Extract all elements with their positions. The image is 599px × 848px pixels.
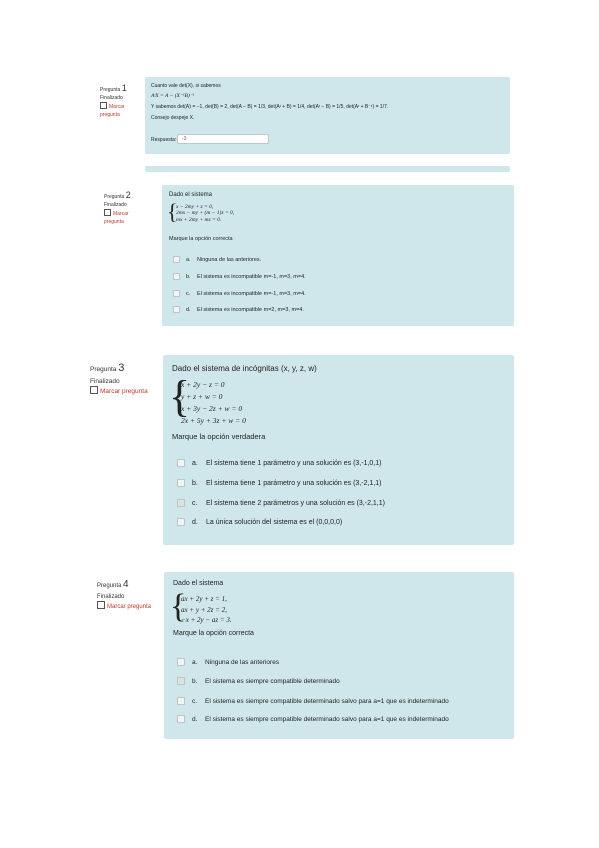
brace: { <box>167 199 178 224</box>
question-intro: Cuanto vale det(X), si sabemos <box>151 83 221 89</box>
equation-system <box>176 204 234 223</box>
question-number: Pregunta 2 <box>104 190 131 200</box>
question-prompt: Marque la opción correcta <box>173 630 254 637</box>
answer-input[interactable]: -3 <box>177 134 269 144</box>
question-number: Pregunta 3 <box>90 362 125 374</box>
question-intro: Dado el sistema <box>173 580 224 587</box>
radio-button[interactable] <box>177 479 185 487</box>
flag-question-link[interactable]: Marcar pregunta <box>104 211 129 225</box>
given-values: Y sabemos det(A) = −1, det(B) = 2, det(A − B) = 1/3, det(Aᵗ + B) = 1/4, det(Aᵗ − B) = 1/5, det(Aᵗ + B⁻¹) = 1/7. <box>151 104 389 110</box>
question-status: Finalizado <box>97 593 125 600</box>
option-text: El sistema es siempre compatible determinado salvo para a=1 que es indeterminado <box>205 697 449 705</box>
flag-question-link[interactable]: Marcar pregunta <box>97 601 157 612</box>
option-b[interactable] <box>177 479 381 487</box>
equation-line: 2mx − my + (m − 1)z = 0, <box>176 210 235 217</box>
question-status: Finalizado <box>90 377 120 385</box>
question-number: Pregunta 1 <box>100 83 127 93</box>
equation-line: x + 3y − 2z + w = 0 <box>181 404 243 413</box>
equation-line: −x + 2y − az = 3. <box>181 616 232 624</box>
option-text: El sistema tiene 1 parámetro y una solución es (3,-2,1,1) <box>206 479 382 487</box>
equation-line: 2x + 5y + 3z + w = 0 <box>181 416 246 425</box>
option-b[interactable] <box>173 273 306 280</box>
option-letter: a. <box>186 256 191 263</box>
option-letter: c. <box>192 697 198 705</box>
option-d[interactable] <box>177 518 342 526</box>
radio-button[interactable] <box>177 459 185 467</box>
option-d[interactable] <box>177 715 449 723</box>
flag-icon <box>97 601 105 609</box>
question-prompt: Marque la opción verdadera <box>172 432 266 441</box>
flag-question-link[interactable]: Marcar pregunta <box>90 386 150 396</box>
question-intro: Dado el sistema de incógnitas (x, y, z, w) <box>172 364 317 373</box>
radio-button[interactable] <box>177 715 185 723</box>
radio-button[interactable] <box>173 290 180 297</box>
flag-icon <box>100 102 107 109</box>
radio-button[interactable] <box>173 273 180 280</box>
option-letter: d. <box>192 715 198 723</box>
flag-question-link[interactable]: Marcar pregunta <box>100 104 125 118</box>
equation: AᵗX = A − (X⁻¹B)⁻¹ <box>151 93 195 99</box>
flag-icon <box>90 386 98 394</box>
equation-line: x − 2my + z = 0, <box>176 204 214 210</box>
option-letter: d. <box>192 518 198 526</box>
option-text: El sistema es incompatible m=2, m=3, m=4. <box>197 306 304 313</box>
question-info-4 <box>97 578 157 612</box>
flag-icon <box>104 209 111 216</box>
option-a[interactable] <box>177 658 279 666</box>
answer-label: Respuesta: <box>151 137 177 143</box>
question-number: Pregunta 4 <box>97 579 129 590</box>
hint-text: Consejo despeje X. <box>151 115 195 121</box>
question-prompt: Marque la opción correcta <box>169 236 233 242</box>
option-text: El sistema es incompatible m=-1, m=3, m=4. <box>197 273 306 280</box>
brace: { <box>170 588 187 625</box>
option-b[interactable] <box>177 677 340 685</box>
question-status: Finalizado <box>100 95 123 102</box>
option-c[interactable] <box>173 290 306 297</box>
option-text: El sistema tiene 1 parámetro y una solución es (3,-1,0,1) <box>206 459 382 467</box>
radio-button[interactable] <box>173 306 180 313</box>
question-box-1 <box>145 77 510 154</box>
option-text: El sistema es incompatible m=-1, m=3, m=4. <box>197 290 306 297</box>
option-text: La única solución del sistema es el (0,0,0,0) <box>206 518 343 526</box>
question-info-3 <box>90 361 150 397</box>
radio-button-selected[interactable] <box>177 499 185 507</box>
option-d[interactable] <box>173 306 304 313</box>
option-a[interactable] <box>177 459 381 467</box>
equation-line: ax + y + 2z = 2, <box>181 605 227 614</box>
question-box-3 <box>163 355 514 545</box>
equation-line: mx + 2my + mz = 0. <box>176 216 222 223</box>
equation-line: x + 2y − z = 0 <box>181 380 225 389</box>
radio-button[interactable] <box>177 697 185 705</box>
option-text: El sistema es siempre compatible determinado <box>205 677 340 685</box>
option-text: Ninguna de las anteriores. <box>197 256 262 263</box>
radio-button[interactable] <box>173 256 180 263</box>
radio-button[interactable] <box>177 658 185 666</box>
option-letter: b. <box>186 273 191 280</box>
question-box-4 <box>164 572 514 739</box>
option-a[interactable] <box>173 256 261 263</box>
option-letter: a. <box>192 658 198 666</box>
option-letter: a. <box>192 459 198 467</box>
option-c[interactable] <box>177 697 449 705</box>
question-intro: Dado el sistema <box>169 192 213 198</box>
equation-system <box>181 594 232 626</box>
option-c[interactable] <box>177 499 385 507</box>
question-status: Finalizado <box>104 202 127 209</box>
equation-line: ax + 2y + z = 1, <box>181 595 227 603</box>
question-info-1 <box>100 82 140 119</box>
option-letter: c. <box>186 290 191 297</box>
question-info-2 <box>104 189 144 226</box>
question-box-2 <box>162 185 514 326</box>
partial-question-box <box>145 166 510 172</box>
option-text: El sistema es siempre compatible determinado salvo para a=1 que es indeterminado <box>205 715 449 723</box>
option-text: Ninguna de las anteriores <box>205 658 280 666</box>
option-text: El sistema tiene 2 parámetros y una solución es (3,-2,1,1) <box>206 499 385 507</box>
equation-line: y + z + w = 0 <box>181 392 223 401</box>
equation-system <box>181 379 246 427</box>
radio-button-selected[interactable] <box>177 677 185 685</box>
option-letter: d. <box>186 306 191 313</box>
option-letter: b. <box>192 677 198 685</box>
radio-button[interactable] <box>177 518 185 526</box>
option-letter: b. <box>192 479 198 487</box>
brace: { <box>169 372 191 421</box>
option-letter: c. <box>192 499 198 507</box>
